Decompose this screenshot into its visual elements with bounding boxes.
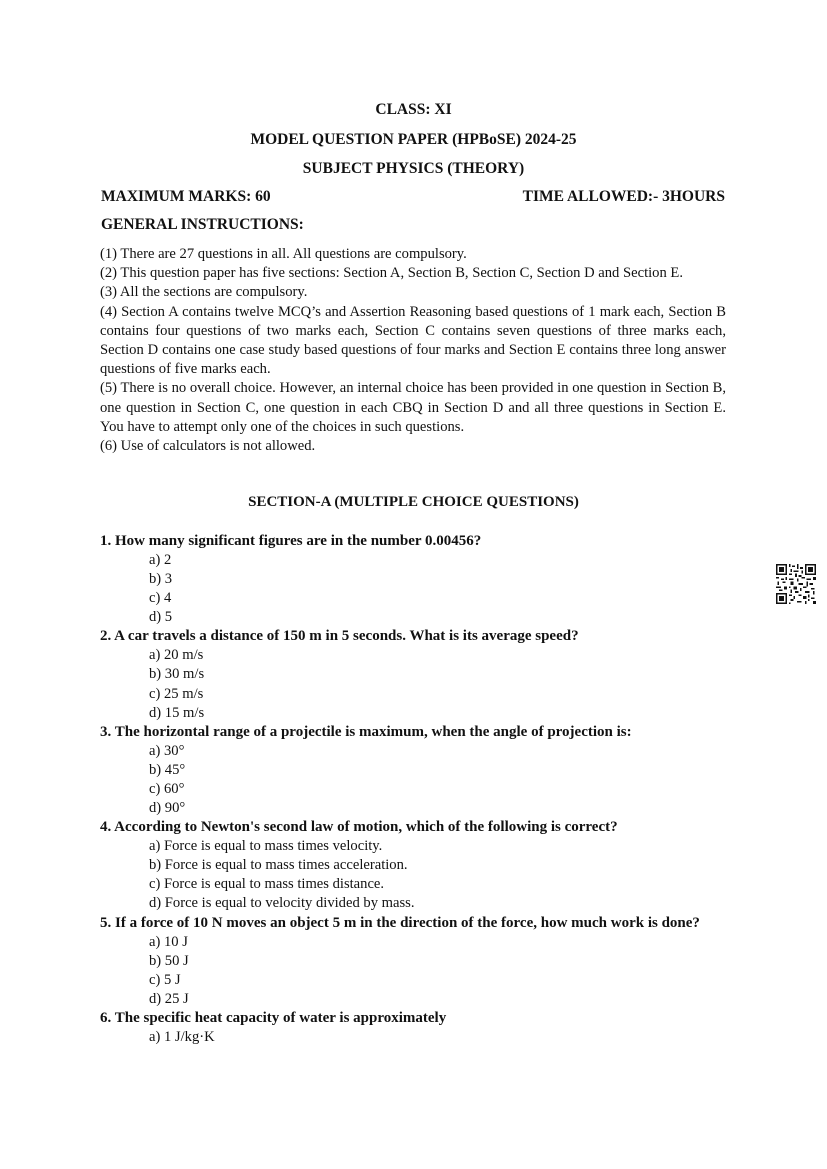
question-1 xyxy=(100,532,728,627)
option: c) 25 m/s xyxy=(149,685,204,702)
question-text: 3. The horizontal range of a projectile is maximum, when the angle of projection is: xyxy=(100,723,632,740)
options-list xyxy=(100,551,728,627)
instruction-item: (1) There are 27 questions in all. All questions are compulsory. xyxy=(100,246,467,262)
option: a) Force is equal to mass times velocity. xyxy=(149,838,383,855)
question-2 xyxy=(100,627,728,722)
option: d) 25 J xyxy=(149,990,189,1007)
instruction-item: (6) Use of calculators is not allowed. xyxy=(100,438,316,455)
option: d) 15 m/s xyxy=(149,704,205,721)
option: b) 45° xyxy=(149,761,186,778)
option: b) 30 m/s xyxy=(149,666,205,683)
option: c) Force is equal to mass times distance. xyxy=(149,876,385,893)
question-3 xyxy=(100,723,728,818)
instruction-item: (5) There is no overall choice. However, an internal choice has been provided in one question in Section B, one question in Section C, one question in each CBQ in Section D and all three questions in Section E. You have to attempt only one of the choices in such questions. xyxy=(100,380,726,435)
question-text: 2. A car travels a distance of 150 m in 5 seconds. What is its average speed? xyxy=(100,628,579,645)
option: d) 5 xyxy=(149,609,173,626)
option: b) Force is equal to mass times acceleration. xyxy=(149,857,408,874)
option: c) 5 J xyxy=(149,971,181,988)
time-allowed: TIME ALLOWED:- 3HOURS xyxy=(522,188,725,205)
option: b) 50 J xyxy=(149,952,189,969)
option: a) 10 J xyxy=(149,933,188,950)
options-list xyxy=(100,742,728,818)
option: d) Force is equal to velocity divided by mass. xyxy=(149,895,415,912)
qr-code-icon xyxy=(776,564,816,604)
option: c) 60° xyxy=(149,780,185,797)
class-heading: CLASS: XI xyxy=(375,101,452,118)
paper-heading: MODEL QUESTION PAPER (HPBoSE) 2024-25 xyxy=(250,131,577,148)
options-list xyxy=(100,837,728,913)
options-list xyxy=(100,933,728,1009)
option: a) 30° xyxy=(149,742,185,759)
question-text: 1. How many significant figures are in the number 0.00456? xyxy=(100,533,482,549)
option: d) 90° xyxy=(149,800,186,817)
option: a) 20 m/s xyxy=(149,647,204,664)
option: b) 3 xyxy=(149,571,173,588)
option: c) 4 xyxy=(149,590,172,607)
general-instructions-list xyxy=(100,245,726,456)
options-list xyxy=(100,1028,728,1047)
instruction-item: (2) This question paper has five sections: Section A, Section B, Section C, Section D and Section E. xyxy=(100,265,683,282)
options-list xyxy=(100,646,728,722)
instruction-item: (4) Section A contains twelve MCQ’s and Assertion Reasoning based questions of 1 mark each, Section B contains four questions of two marks each, Section C contains seven questions of three marks each, Section D contains one case study based questions of four marks and Section E contains three long answer questions of five marks each. xyxy=(100,303,726,378)
option: a) 1 J/kg·K xyxy=(149,1028,215,1045)
section-a-title: SECTION-A (MULTIPLE CHOICE QUESTIONS) xyxy=(248,494,579,510)
question-6 xyxy=(100,1009,728,1047)
question-4 xyxy=(100,818,728,913)
general-instructions-heading: GENERAL INSTRUCTIONS: xyxy=(101,216,304,233)
option: a) 2 xyxy=(149,552,172,568)
question-text: 6. The specific heat capacity of water is approximately xyxy=(100,1009,447,1026)
section-a-questions xyxy=(100,532,728,1047)
question-5 xyxy=(100,914,728,1009)
max-marks: MAXIMUM MARKS: 60 xyxy=(101,188,271,205)
question-text: 4. According to Newton's second law of motion, which of the following is correct? xyxy=(100,819,618,836)
question-text: 5. If a force of 10 N moves an object 5 m in the direction of the force, how much work is done? xyxy=(100,914,700,931)
subject-heading: SUBJECT PHYSICS (THEORY) xyxy=(302,160,525,177)
instruction-item: (3) All the sections are compulsory. xyxy=(100,284,308,301)
